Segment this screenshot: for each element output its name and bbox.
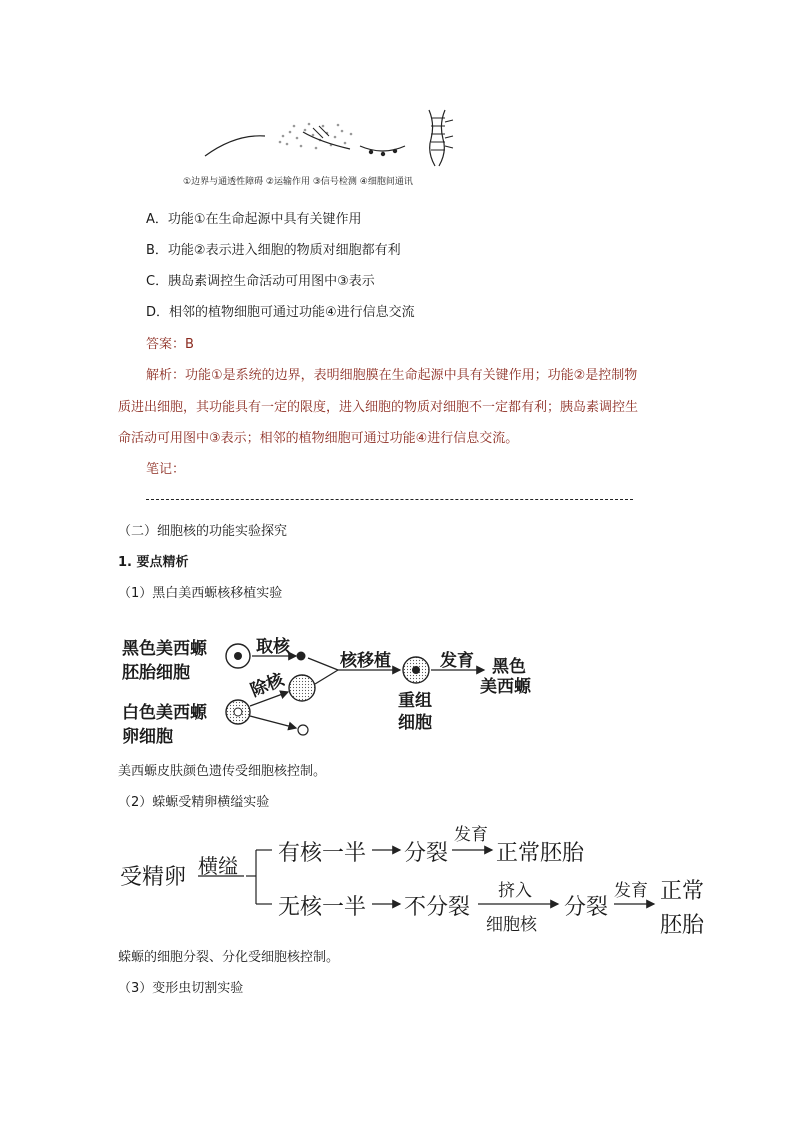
divide-label-lower: 分裂 bbox=[564, 895, 609, 920]
exp3-title: （3）变形虫切割实验 bbox=[118, 981, 244, 996]
membrane-figure-caption: ①边界与通透性障碍 ②运输作用 ③信号检测 ④细胞间通讯 bbox=[183, 177, 413, 187]
recombined-label-1: 重组 bbox=[398, 691, 432, 711]
transport-particles bbox=[279, 123, 353, 150]
develop-label-upper: 发育 bbox=[454, 825, 488, 845]
no-divide-label: 不分裂 bbox=[404, 895, 471, 920]
analysis-line-3: 命活动可用图中③表示；相邻的植物细胞可通过功能④进行信息交流。 bbox=[118, 431, 519, 446]
remove-nucleus-label: 除核 bbox=[247, 669, 287, 702]
black-embryo-label-1: 黑色美西螈 bbox=[122, 639, 207, 659]
result-label-1: 黑色 bbox=[492, 657, 526, 677]
normal-label-lower: 正常 bbox=[660, 879, 705, 904]
point-heading: 1. 要点精析 bbox=[118, 555, 189, 570]
without-nucleus-half: 无核一半 bbox=[278, 895, 367, 920]
take-nucleus-label: 取核 bbox=[256, 637, 290, 657]
transport-membrane bbox=[303, 132, 350, 149]
normal-embryo-label: 正常胚胎 bbox=[496, 841, 585, 866]
removed-nucleus bbox=[298, 725, 308, 735]
notes-line bbox=[146, 499, 633, 500]
signal-membrane bbox=[360, 146, 405, 151]
analysis-line-1: 解析：功能①是系统的边界，表明细胞膜在生命起源中具有关键作用；功能②是控制物 bbox=[146, 368, 638, 383]
section-title: （二）细胞核的功能实验探究 bbox=[118, 524, 288, 539]
recombined-label-2: 细胞 bbox=[398, 713, 432, 733]
exp2-conclusion: 蝾螈的细胞分裂、分化受细胞核控制。 bbox=[118, 950, 340, 965]
option-d: D．相邻的植物细胞可通过功能④进行信息交流 bbox=[146, 305, 415, 320]
divide-label: 分裂 bbox=[404, 841, 449, 866]
ligation-diagram bbox=[118, 816, 718, 940]
white-egg-label-2: 卵细胞 bbox=[122, 727, 173, 747]
analysis-line-2: 质进出细胞，其功能具有一定的限度，进入细胞的物质对细胞不一定都有利；胰岛素调控生 bbox=[118, 400, 639, 415]
nucleus-label: 细胞核 bbox=[486, 915, 537, 935]
ligation-label: 横缢 bbox=[198, 854, 238, 878]
membrane-function-figure bbox=[183, 104, 495, 194]
embryo-label-lower: 胚胎 bbox=[660, 913, 705, 938]
option-a: A．功能①在生命起源中具有关键作用 bbox=[146, 212, 362, 227]
develop-label-lower: 发育 bbox=[614, 881, 648, 901]
exp2-title: （2）蝾螈受精卵横缢实验 bbox=[118, 795, 270, 810]
option-b: B．功能②表示进入细胞的物质对细胞都有利 bbox=[146, 243, 401, 258]
with-nucleus-half: 有核一半 bbox=[278, 841, 367, 866]
result-label-2: 美西螈 bbox=[480, 677, 531, 697]
exp1-conclusion: 美西螈皮肤颜色遗传受细胞核控制。 bbox=[118, 764, 327, 779]
insert-label: 挤入 bbox=[498, 881, 532, 901]
white-egg-label-1: 白色美西螈 bbox=[122, 703, 207, 723]
enucleated-egg bbox=[289, 675, 315, 701]
membrane-figure-drawing bbox=[195, 104, 495, 174]
option-c: C．胰岛素调控生命活动可用图中③表示 bbox=[146, 274, 375, 289]
isolated-nucleus bbox=[297, 652, 306, 661]
nuclear-transplant-diagram bbox=[118, 626, 558, 756]
boundary-arc bbox=[205, 136, 265, 156]
fertilized-egg-label: 受精卵 bbox=[120, 865, 187, 890]
notes-label: 笔记： bbox=[146, 462, 186, 477]
transplant-label: 核移植 bbox=[340, 651, 391, 671]
exp1-title: （1）黑白美西螈核移植实验 bbox=[118, 586, 283, 601]
develop-label: 发育 bbox=[440, 651, 474, 671]
answer: 答案：B bbox=[146, 337, 194, 352]
black-embryo-label-2: 胚胎细胞 bbox=[122, 663, 190, 683]
